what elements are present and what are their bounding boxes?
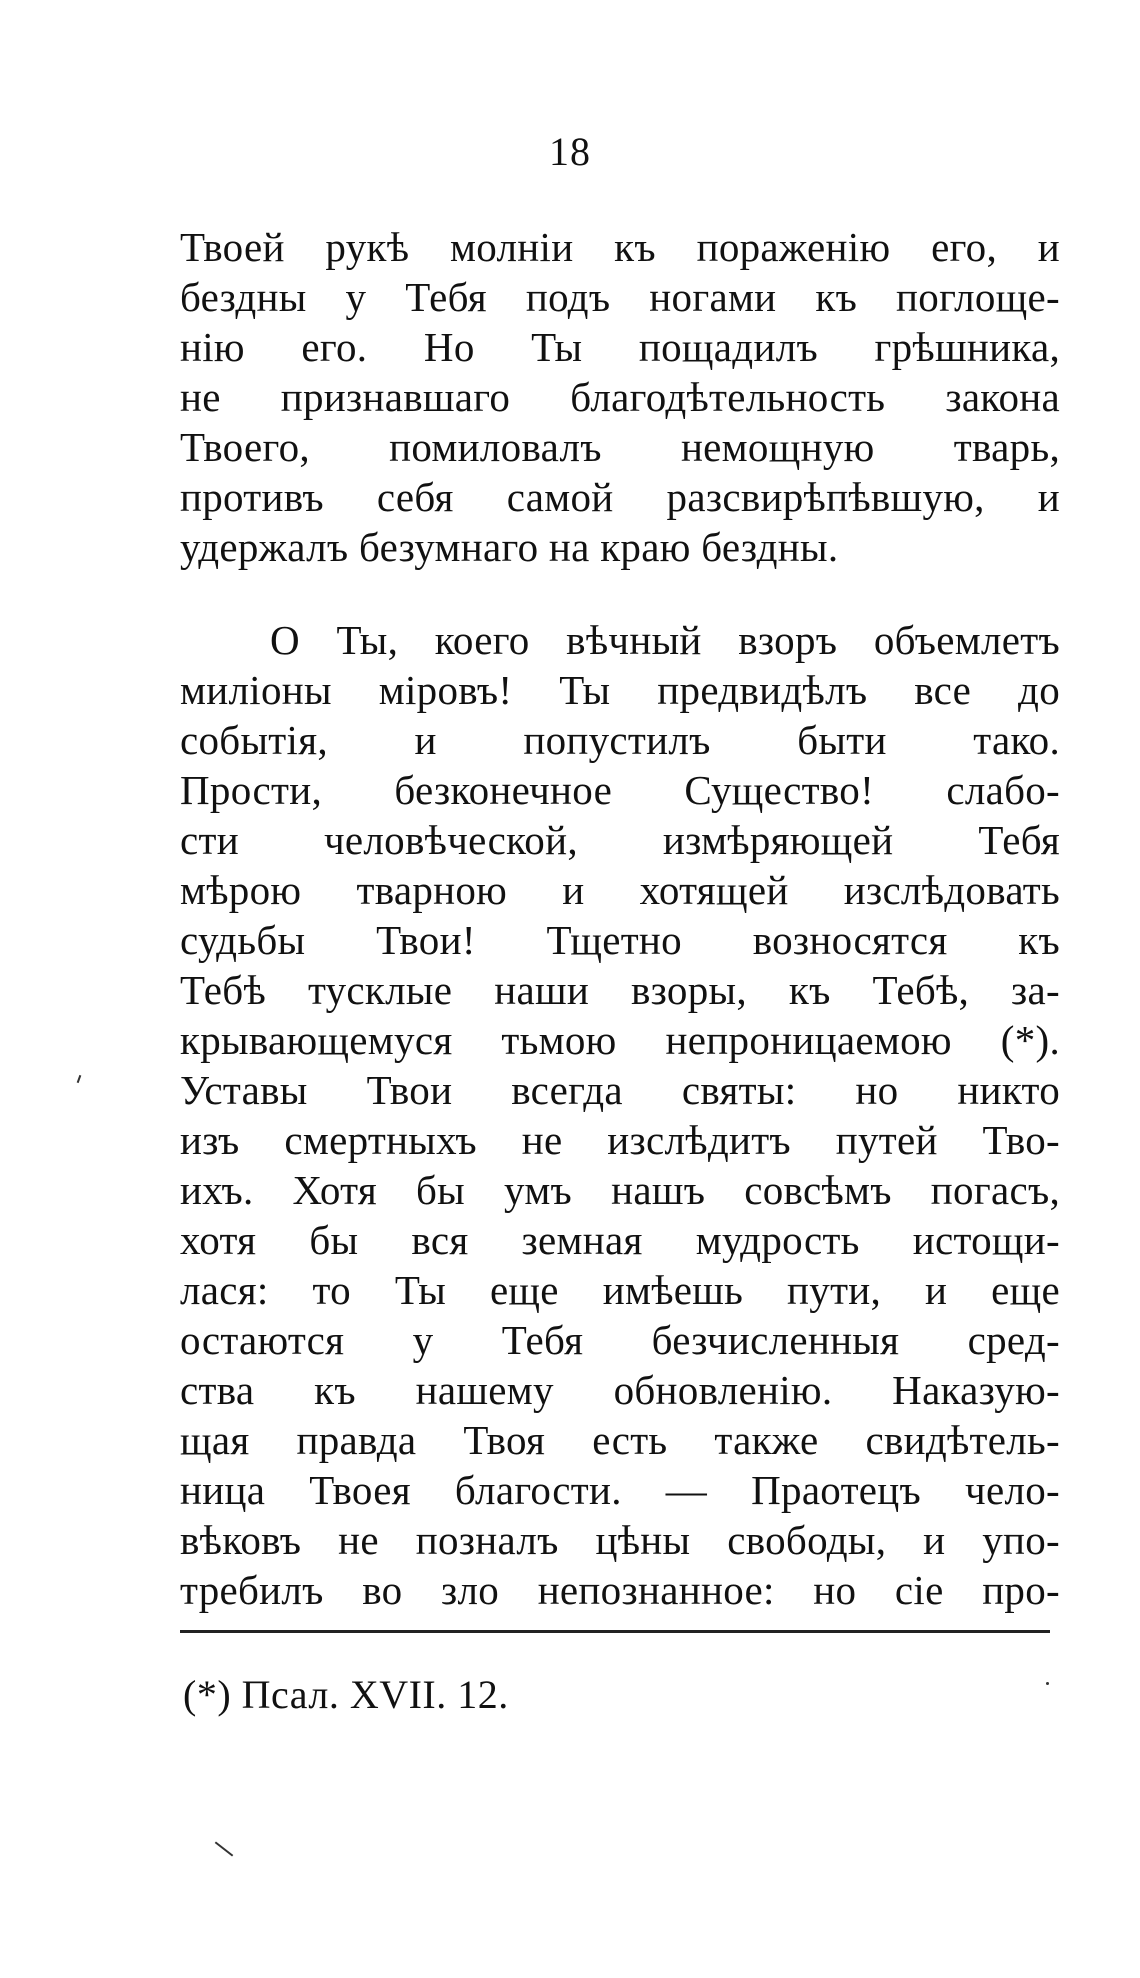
text-line: Тебѣ тусклые наши взоры, къ Тебѣ, за- <box>180 967 1060 1013</box>
text-line: ихъ. Хотя бы умъ нашъ совсѣмъ погасъ, <box>180 1167 1060 1213</box>
text-line: лася: то Ты еще имѣешь пути, и еще <box>180 1267 1060 1313</box>
text-line: нію его. Но Ты пощадилъ грѣшника, <box>180 324 1060 370</box>
text-line: миліоны міровъ! Ты предвидѣлъ все до <box>180 667 1060 713</box>
page-number: 18 <box>549 129 591 174</box>
text-line: щая правда Твоя есть также свидѣтель- <box>180 1417 1060 1463</box>
text-line: требилъ во зло непознанное: но сіе про- <box>180 1567 1060 1613</box>
scan-speck <box>1046 1682 1049 1685</box>
text-line: Уставы Твои всегда святы: но никто <box>180 1067 1060 1113</box>
text-line: вѣковъ не позналъ цѣны свободы, и упо- <box>180 1517 1060 1563</box>
text-line: Твоего, помиловалъ немощную тварь, <box>180 424 1060 470</box>
text-line: Твоей рукѣ молніи къ пораженію его, и <box>180 224 1060 270</box>
text-line: удержалъ безумнаго на краю бездны. <box>180 524 839 570</box>
text-line: сти человѣческой, измѣряющей Тебя <box>180 817 1060 863</box>
scan-speck <box>215 1841 234 1856</box>
footnote-divider <box>180 1630 1050 1633</box>
scan-speck <box>77 1075 82 1083</box>
footnote: (*) Псал. XVII. 12. <box>183 1672 509 1717</box>
paragraph-1 <box>180 222 1060 572</box>
text-line: событія, и попустилъ быти тако. <box>180 717 1060 763</box>
text-line: ница Твоея благости. — Праотецъ чело- <box>180 1467 1060 1513</box>
text-line: судьбы Твои! Тщетно возносятся къ <box>180 917 1060 963</box>
paragraph-2 <box>180 615 1060 1615</box>
text-line: хотя бы вся земная мудрость истощи- <box>180 1217 1060 1263</box>
text-line: остаются у Тебя безчисленныя сред- <box>180 1317 1060 1363</box>
text-line: крывающемуся тьмою непроницаемою (*). <box>180 1017 1060 1063</box>
text-line: противъ себя самой разсвирѣпѣвшую, и <box>180 474 1060 520</box>
text-line: не признавшаго благодѣтельность закона <box>180 374 1060 420</box>
text-line: О Ты, коего вѣчный взоръ объемлетъ <box>270 617 1060 663</box>
text-line: изъ смертныхъ не изслѣдитъ путей Тво- <box>180 1117 1060 1163</box>
text-line: ства къ нашему обновленію. Наказую- <box>180 1367 1060 1413</box>
text-line: мѣрою тварною и хотящей изслѣдовать <box>180 867 1060 913</box>
text-line: Прости, безконечное Существо! слабо- <box>180 767 1060 813</box>
text-line: бездны у Тебя подъ ногами къ поглоще- <box>180 274 1060 320</box>
